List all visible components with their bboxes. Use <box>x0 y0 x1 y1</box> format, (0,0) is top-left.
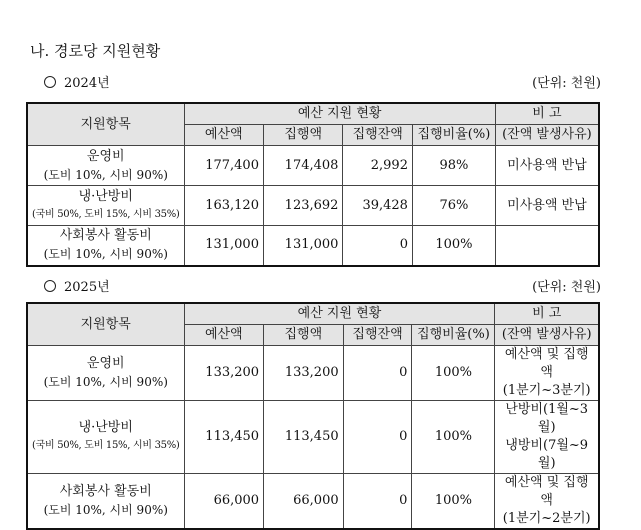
item-cell <box>27 226 184 266</box>
item-funding: (도비 10%, 시비 90%) <box>43 247 168 262</box>
table-row <box>27 346 599 401</box>
budget-cell: 131,000 <box>184 226 263 266</box>
remark-line: (1분기~3분기) <box>502 383 591 398</box>
remark-line: 예산액 및 집행액 <box>504 347 589 380</box>
rate-cell: 100% <box>412 401 495 474</box>
item-funding: (국비 50%, 도비 15%, 시비 35%) <box>32 440 180 451</box>
remark-line: (1분기~2분기) <box>502 511 591 526</box>
item-name: 사회봉사 활동비 <box>59 484 152 499</box>
remark-cell: 미사용액 반납 <box>495 186 599 226</box>
executed-cell: 174,408 <box>263 146 342 186</box>
remark-line: 냉방비(7월~9월) <box>505 438 589 471</box>
rate-cell: 98% <box>412 146 495 186</box>
balance-cell: 2,992 <box>343 146 413 186</box>
budget-cell: 133,200 <box>184 346 264 401</box>
item-cell <box>27 146 184 186</box>
balance-cell: 0 <box>343 474 412 530</box>
header-group: 예산 지원 현황 <box>184 303 495 325</box>
circle-bullet-icon <box>44 76 56 88</box>
circle-bullet-icon <box>44 280 56 292</box>
item-cell <box>27 401 184 474</box>
header-remark-sub: (잔액 발생사유) <box>495 325 599 346</box>
header-rate: 집행비율(%) <box>412 325 495 346</box>
header-remark-title: 비 고 <box>495 103 599 125</box>
balance-cell: 0 <box>343 346 412 401</box>
rate-cell: 100% <box>412 346 495 401</box>
remark-cell <box>495 474 599 530</box>
budget-table-2025 <box>26 302 600 530</box>
year-label-2025 <box>44 276 110 295</box>
budget-cell: 163,120 <box>184 186 263 226</box>
header-group: 예산 지원 현황 <box>184 103 495 125</box>
item-funding: (국비 50%, 도비 15%, 시비 35%) <box>32 208 180 220</box>
item-cell <box>27 346 184 401</box>
item-funding: (도비 10%, 시비 90%) <box>43 167 168 182</box>
remark-cell <box>495 346 599 401</box>
header-balance: 집행잔액 <box>343 125 413 146</box>
header-item: 지원항목 <box>27 103 184 146</box>
item-cell <box>27 474 184 530</box>
item-funding: (도비 10%, 시비 90%) <box>43 375 168 389</box>
item-name: 사회봉사 활동비 <box>59 228 152 244</box>
header-rate: 집행비율(%) <box>412 125 495 146</box>
item-name: 운영비 <box>86 356 125 371</box>
rate-cell: 100% <box>412 474 495 530</box>
rate-cell: 76% <box>412 186 495 226</box>
unit-label: (단위: 천원) <box>532 76 601 91</box>
header-executed: 집행액 <box>263 125 342 146</box>
budget-table-2024 <box>26 102 600 267</box>
year-text: 2024년 <box>64 76 110 91</box>
balance-cell: 0 <box>343 226 413 266</box>
header-budget: 예산액 <box>184 125 263 146</box>
rate-cell: 100% <box>412 226 495 266</box>
budget-cell: 66,000 <box>184 474 264 530</box>
executed-cell: 131,000 <box>263 226 342 266</box>
header-item: 지원항목 <box>27 303 184 346</box>
balance-cell: 39,428 <box>343 186 413 226</box>
table-row <box>27 226 599 266</box>
section-title: 나. 경로당 지원현황 <box>30 42 161 60</box>
balance-cell: 0 <box>343 401 412 474</box>
table-row <box>27 474 599 530</box>
header-executed: 집행액 <box>264 325 344 346</box>
item-funding: (도비 10%, 시비 90%) <box>43 503 168 517</box>
remark-line: 난방비(1월~3월) <box>505 402 589 435</box>
header-remark-title: 비 고 <box>495 303 599 325</box>
year-label-2024 <box>44 72 110 91</box>
item-name: 운영비 <box>86 148 125 164</box>
table-row <box>27 146 599 186</box>
remark-cell: 미사용액 반납 <box>495 146 599 186</box>
table-row <box>27 186 599 226</box>
item-name: 냉·난방비 <box>78 188 133 204</box>
header-remark-sub: (잔액 발생사유) <box>495 125 599 146</box>
item-cell <box>27 186 184 226</box>
executed-cell: 133,200 <box>264 346 344 401</box>
executed-cell: 113,450 <box>264 401 344 474</box>
year-text: 2025년 <box>64 280 110 295</box>
header-budget: 예산액 <box>184 325 264 346</box>
executed-cell: 66,000 <box>264 474 344 530</box>
table-row <box>27 401 599 474</box>
remark-line: 예산액 및 집행액 <box>504 475 589 508</box>
remark-cell <box>495 401 599 474</box>
budget-cell: 177,400 <box>184 146 263 186</box>
header-balance: 집행잔액 <box>343 325 412 346</box>
executed-cell: 123,692 <box>263 186 342 226</box>
remark-cell <box>495 226 599 266</box>
item-name: 냉·난방비 <box>78 420 133 435</box>
budget-cell: 113,450 <box>184 401 264 474</box>
unit-label: (단위: 천원) <box>532 280 601 295</box>
